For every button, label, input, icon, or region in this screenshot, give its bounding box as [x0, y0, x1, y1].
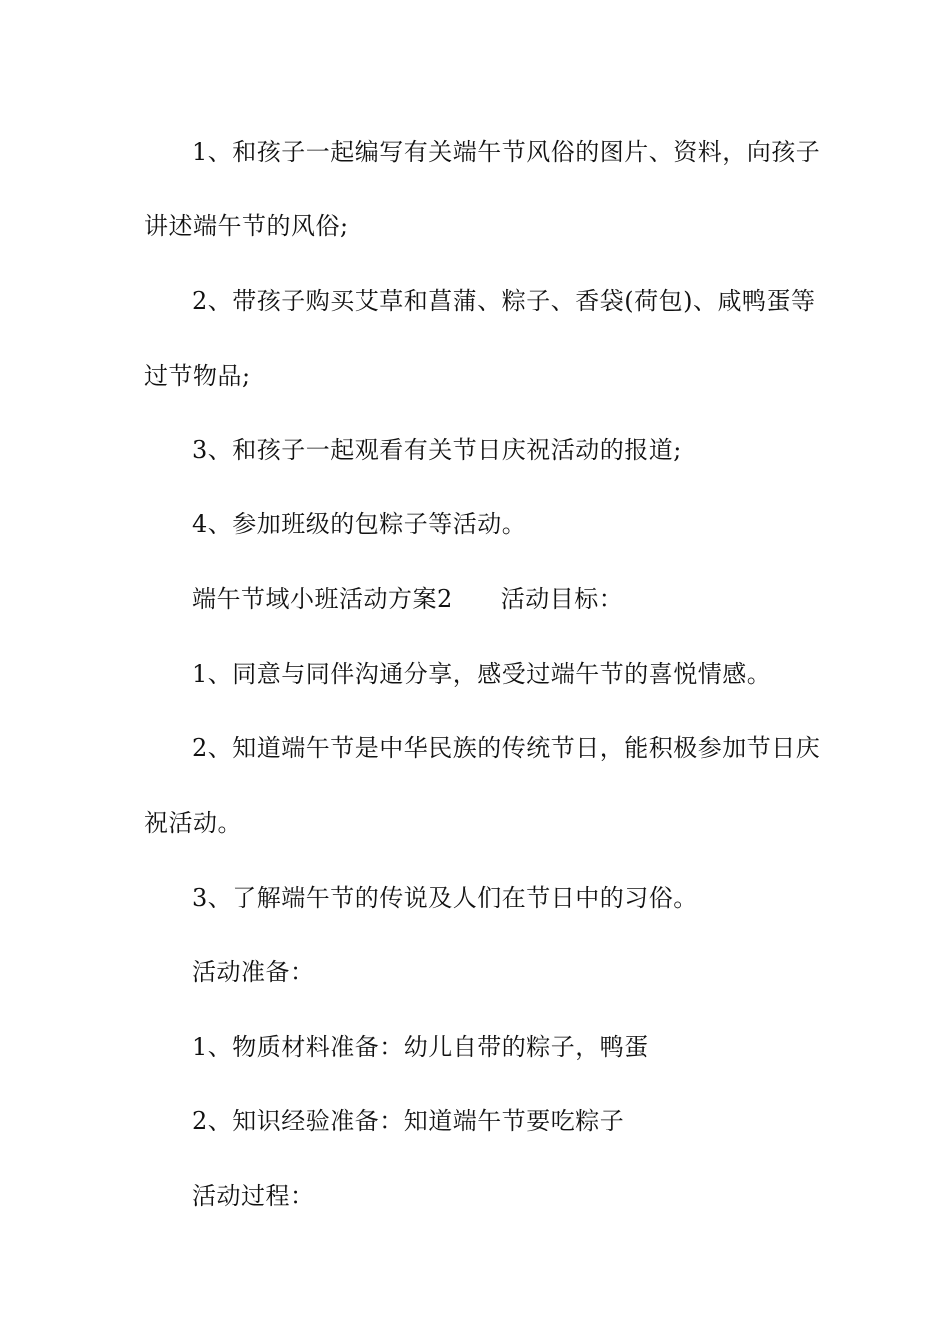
section-subheading: 活动目标：: [500, 585, 624, 613]
paragraph-line: 3、了解端午节的传说及人们在节日中的习俗。: [192, 884, 698, 912]
subheading-line: 活动过程：: [192, 1182, 315, 1210]
paragraph-line: 2、知识经验准备：知道端午节要吃粽子: [192, 1107, 625, 1135]
paragraph-line: 过节物品;: [144, 362, 251, 390]
paragraph-line: 3、和孩子一起观看有关节日庆祝活动的报道;: [192, 436, 682, 464]
paragraph-line: 2、带孩子购买艾草和菖蒲、粽子、香袋(荷包)、咸鸭蛋等: [192, 287, 816, 315]
subheading-line: 活动准备：: [192, 958, 315, 986]
paragraph-line: 1、和孩子一起编写有关端午节风俗的图片、资料，向孩子: [192, 138, 821, 166]
paragraph-line: 4、参加班级的包粽子等活动。: [192, 510, 527, 538]
paragraph-line: 祝活动。: [144, 809, 242, 837]
paragraph-line: 1、物质材料准备：幼儿自带的粽子，鸭蛋: [192, 1033, 649, 1061]
paragraph-line: 1、同意与同伴沟通分享，感受过端午节的喜悦情感。: [192, 660, 772, 688]
section-title: 端午节域小班活动方案2: [192, 585, 453, 613]
paragraph-line: 2、知道端午节是中华民族的传统节日，能积极参加节日庆: [192, 734, 821, 762]
paragraph-line: 讲述端午节的风俗;: [144, 212, 349, 240]
section-heading-line: [192, 584, 872, 614]
